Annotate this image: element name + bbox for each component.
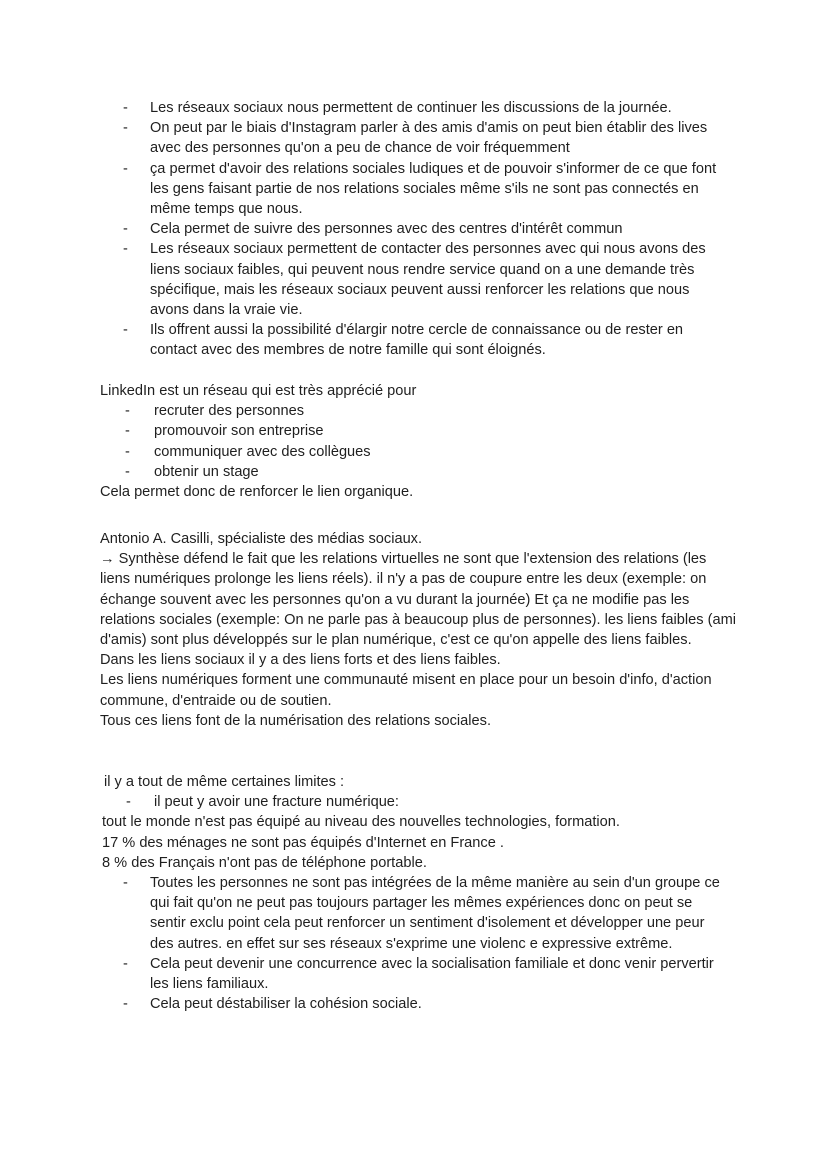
- bullet-dash: -: [125, 403, 130, 420]
- bullet-dash: -: [123, 221, 128, 238]
- community-paragraph: Les liens numériques forment une communauté misent en place pour un besoin d'info, d'action commune, d'entraide ou de soutien.: [100, 672, 712, 709]
- list-item-text: Ils offrent aussi la possibilité d'élargir notre cercle de connaissance ou de rester en contact avec des membres de notre famille qui sont éloignés.: [150, 322, 684, 359]
- list-item-text: Cela peut déstabiliser la cohésion sociale.: [150, 996, 422, 1013]
- limits-list: [123, 873, 730, 1014]
- bullet-dash: -: [125, 423, 130, 440]
- list-item-text: Cela permet de suivre des personnes avec des centres d'intérêt commun: [150, 221, 623, 238]
- bullet-dash: -: [123, 120, 128, 137]
- digitization-line: Tous ces liens font de la numérisation des relations sociales.: [100, 712, 491, 729]
- list-item-text: Les réseaux sociaux nous permettent de continuer les discussions de la journée.: [150, 100, 672, 116]
- casilli-section: [100, 529, 740, 731]
- synthesis-paragraph: → Synthèse défend le fait que les relations virtuelles ne sont que l'extension des relations (les liens numériques prolonge les liens réels). il n'y a pas de coupure entre les deux (exemple: on échange souvent avec les personnes qu'on a vu durant la journée) Et ça ne modifie pas les relations sociales (exemple: On ne parle pas à beaucoup plus de personnes). les liens faibles (ami d'amis) sont plus développés sur le plan numérique, c'est ce qu'on appelle des liens faibles.: [100, 551, 736, 649]
- bullet-dash: -: [125, 463, 130, 480]
- linkedin-intro: LinkedIn est un réseau qui est très apprécié pour: [100, 383, 417, 399]
- bullet-dash: -: [123, 875, 128, 892]
- list-item: [126, 792, 740, 812]
- author-line: Antonio A. Casilli, spécialiste des médias sociaux.: [100, 531, 423, 547]
- list-item-text: ça permet d'avoir des relations sociales ludiques et de pouvoir s'informer de ce que font les gens faisant partie de nos relations sociales même s'ils ne sont pas connectés en même temps que nous.: [150, 160, 717, 218]
- bullet-dash: -: [123, 241, 128, 258]
- equipment-line: tout le monde n'est pas équipé au niveau des nouvelles technologies, formation.: [102, 814, 620, 831]
- list-item: [123, 873, 730, 954]
- list-item: [123, 954, 730, 994]
- limits-section: [100, 772, 740, 1014]
- list-item: [123, 98, 730, 118]
- advantages-list: [123, 98, 730, 361]
- bullet-dash: -: [123, 100, 128, 116]
- linkedin-section: [100, 381, 730, 502]
- list-item-text: obtenir un stage: [154, 463, 259, 480]
- list-item-text: Les réseaux sociaux permettent de contacter des personnes avec qui nous avons des liens sociaux faibles, qui peuvent nous rendre service quand on a une demande très spécifique, mais les réseaux sociaux peuvent aussi renforcer les relations que nous avons dans la vraie vie.: [150, 241, 706, 319]
- list-item-text: On peut par le biais d'Instagram parler à des amis d'amis on peut bien établir des lives avec des personnes qu'on a peu de chance de voir fréquemment: [150, 120, 708, 157]
- list-item-text: il peut y avoir une fracture numérique:: [154, 794, 399, 811]
- list-item: [123, 320, 730, 360]
- bullet-dash: -: [123, 996, 128, 1013]
- list-item: [123, 994, 730, 1014]
- list-item: [123, 219, 730, 239]
- linkedin-conclusion: Cela permet donc de renforcer le lien organique.: [100, 484, 414, 501]
- list-item: [123, 239, 730, 320]
- bullet-dash: -: [123, 322, 128, 339]
- phone-stat: 8 % des Français n'ont pas de téléphone portable.: [102, 854, 427, 871]
- fracture-list: [126, 792, 740, 812]
- list-item-text: Cela peut devenir une concurrence avec la socialisation familiale et donc venir pervertir les liens familiaux.: [150, 955, 714, 993]
- list-item: [125, 462, 730, 482]
- bullet-dash: -: [123, 160, 128, 177]
- list-item: [125, 401, 730, 421]
- internet-stat: 17 % des ménages ne sont pas équipés d'Internet en France .: [102, 834, 504, 851]
- list-item: [123, 159, 730, 220]
- advantages-section: [123, 98, 730, 361]
- limits-intro: il y a tout de même certaines limites :: [104, 774, 345, 790]
- list-item-text: promouvoir son entreprise: [154, 423, 324, 440]
- list-item-text: recruter des personnes: [154, 403, 305, 420]
- list-item-text: Toutes les personnes ne sont pas intégrées de la même manière au sein d'un groupe ce qui fait qu'on ne peut pas toujours partager les mêmes expériences donc on peut se sentir exclu point cela peut renforcer un sentiment d'isolement et développer une peur des autres. en effet sur ses réseaux s'exprime une violenc e expressive extrême.: [150, 875, 720, 952]
- list-item: [125, 442, 730, 462]
- bullet-dash: -: [123, 955, 128, 972]
- list-item: [123, 118, 730, 158]
- linkedin-list: [125, 401, 730, 482]
- bullet-dash: -: [126, 794, 131, 811]
- strong-weak-links: Dans les liens sociaux il y a des liens forts et des liens faibles.: [100, 652, 501, 669]
- list-item: [125, 421, 730, 441]
- list-item-text: communiquer avec des collègues: [154, 443, 371, 460]
- bullet-dash: -: [125, 443, 130, 460]
